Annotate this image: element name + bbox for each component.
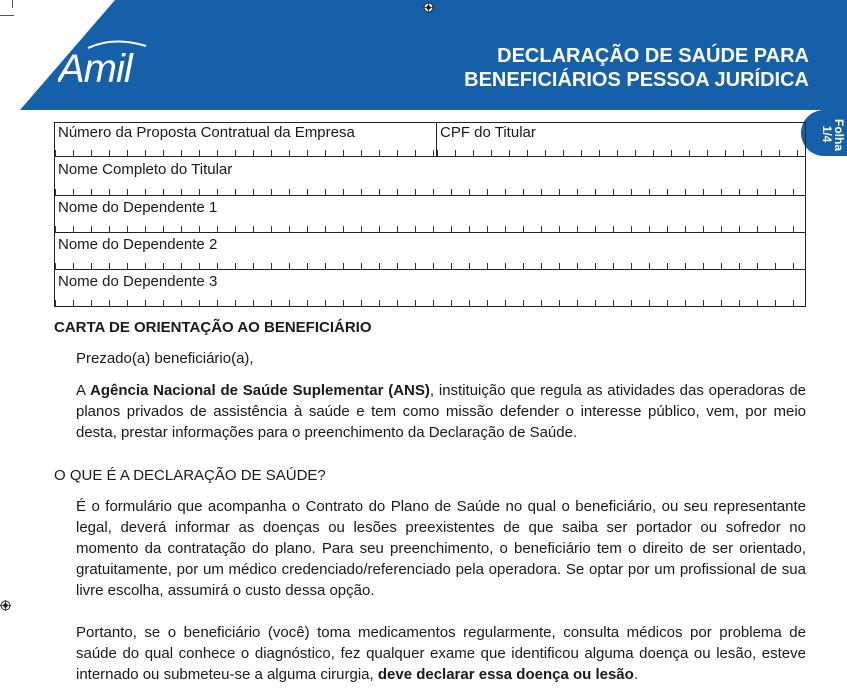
title-line-2: BENEFICIÁRIOS PESSOA JURÍDICA bbox=[464, 69, 809, 91]
dependente2-label: Nome do Dependente 2 bbox=[58, 236, 218, 253]
carta-p1-rest: , instituição que regula as atividades das operadoras de planos privados de assistência à saúde e tem como missão defender o interesse público, vem, por meio desta, prestar informações para o preenchimento da Declaração de Saúde. bbox=[76, 382, 807, 441]
oque-p2-bold: deve declarar essa doença ou lesão bbox=[377, 666, 634, 683]
sheet-tab-label: Folha 1/4 bbox=[820, 119, 846, 151]
carta-paragraph bbox=[76, 380, 806, 443]
dependente2-field[interactable] bbox=[54, 232, 806, 270]
amil-logo bbox=[58, 34, 168, 94]
oque-paragraph-1: É o formulário que acompanha o Contrato do Plano de Saúde no qual o beneficiário, ou seu representante legal, deverá informar as doenças ou lesões preexistentes de que saiba ser portador ou sofredor no momento da contratação do plano. Para seu preenchimento, o beneficiário tem o direito de ser orientado, gratuitamente, por um médico credenciado/referenciado pela operadora. Se optar por um profissional de sua livre escolha, assumirá o custo dessa opção. bbox=[76, 498, 806, 599]
oque-p2-prefix: Portanto, se o beneficiário (você) toma medicamentos regularmente, consulta médicos por problema de saúde do qual conhece o diagnóstico, fez qualquer exame que identificou alguma doença ou lesão, esteve internado ou submeteu-se a alguma cirurgia, bbox=[76, 624, 806, 683]
svg-text:Amil: Amil bbox=[58, 47, 132, 91]
crop-mark-top-left bbox=[0, 15, 14, 16]
carta-heading: CARTA DE ORIENTAÇÃO AO BENEFICIÁRIO bbox=[54, 319, 372, 336]
page-title bbox=[464, 44, 809, 92]
cpf-field[interactable] bbox=[436, 122, 806, 157]
dependente3-field[interactable] bbox=[54, 269, 806, 307]
dependente3-ticks bbox=[55, 300, 805, 306]
dependente1-label: Nome do Dependente 1 bbox=[58, 199, 218, 216]
carta-greeting: Prezado(a) beneficiário(a), bbox=[76, 350, 254, 367]
title-line-1: DECLARAÇÃO DE SAÚDE PARA bbox=[497, 45, 809, 67]
registration-mark-left-icon bbox=[0, 600, 11, 611]
carta-p1-prefix: A bbox=[76, 382, 90, 399]
crop-mark-top-left-v bbox=[12, 0, 13, 8]
registration-mark-icon bbox=[423, 2, 434, 13]
titular-field[interactable] bbox=[54, 156, 806, 196]
proposta-label: Número da Proposta Contratual da Empresa bbox=[58, 124, 355, 141]
oque-p2-suffix: . bbox=[633, 666, 638, 683]
proposta-field[interactable] bbox=[54, 122, 437, 157]
titular-label: Nome Completo do Titular bbox=[58, 161, 233, 178]
dependente1-field[interactable] bbox=[54, 195, 806, 233]
oque-heading: O QUE É A DECLARAÇÃO DE SAÚDE? bbox=[54, 467, 326, 484]
carta-p1-bold: Agência Nacional de Saúde Suplementar (ANS) bbox=[89, 382, 430, 399]
cpf-label: CPF do Titular bbox=[440, 124, 536, 141]
dependente3-label: Nome do Dependente 3 bbox=[58, 273, 218, 290]
oque-paragraph-2 bbox=[76, 622, 806, 685]
